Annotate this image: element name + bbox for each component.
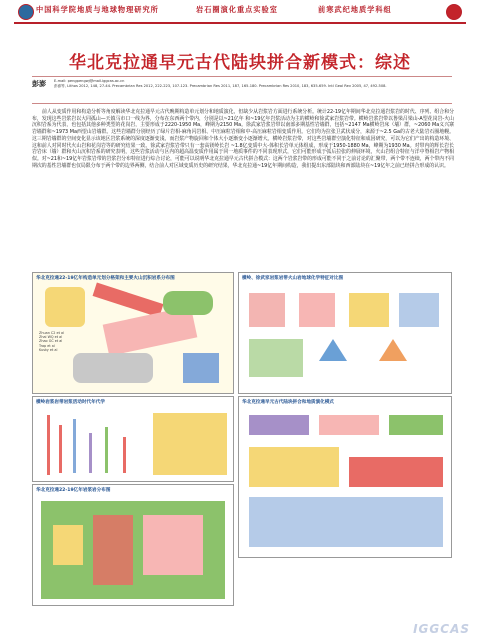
map-region bbox=[143, 515, 203, 575]
ternary-diagram bbox=[379, 339, 407, 361]
geochem-panel bbox=[238, 272, 452, 394]
plot-area bbox=[249, 293, 285, 327]
block-diagram bbox=[389, 415, 443, 435]
bottom-map-panel bbox=[32, 484, 234, 606]
legend-item: Zhai WQ et al bbox=[39, 335, 63, 340]
ternary-diagram bbox=[319, 339, 347, 361]
age-bar bbox=[89, 433, 92, 473]
map-region bbox=[93, 515, 133, 585]
org-left: 中国科学院地质与地球物理研究所 bbox=[36, 5, 159, 14]
age-bar bbox=[47, 415, 50, 475]
legend-item: Kusky et al bbox=[39, 347, 58, 352]
timeline-panel bbox=[32, 396, 234, 482]
timeline-title: 横岭岩浆岩带岩浆活动时代年代学 bbox=[36, 400, 105, 405]
poster-title: 华北克拉通早元古代陆块拼合新模式：综述 bbox=[69, 53, 411, 73]
tectonic-map-panel bbox=[32, 272, 234, 394]
model-title: 华北克拉通早元古代陆块拼合和地质演化模式 bbox=[242, 400, 334, 405]
age-bar bbox=[59, 425, 62, 473]
author-email: E-mail: pengpengwj@mail.iggcas.ac.cn bbox=[54, 79, 125, 83]
cross-section bbox=[249, 447, 339, 487]
author-references: 彭澎等, Lithos 2012, 148, 27-44. Precambrian Res 2012, 222-223, 107-123. Precambrian Res 2011, 187, 165-180. Precambrian Res 2010, 183, 635-659. Intl Geol Rev 2005, 47, 492-508. bbox=[54, 84, 387, 88]
map-belt bbox=[93, 283, 164, 318]
cross-section bbox=[349, 457, 443, 487]
legend-item: Trap et al bbox=[39, 343, 55, 348]
map-region bbox=[53, 525, 83, 565]
block-diagram bbox=[249, 415, 309, 435]
institute-logo-icon bbox=[18, 4, 34, 20]
map-legend bbox=[39, 331, 79, 352]
plot-area bbox=[249, 339, 303, 377]
plot-area bbox=[299, 293, 335, 327]
author-name: 彭澎 bbox=[32, 80, 46, 88]
geochem-title: 横岭、徐武家岩浆岩带火山岩地球化学特征对比图 bbox=[242, 276, 344, 281]
map-region bbox=[163, 291, 213, 315]
watermark: IGGCAS bbox=[413, 622, 470, 636]
age-bar bbox=[73, 419, 76, 473]
map-region bbox=[73, 353, 153, 383]
map-region bbox=[45, 287, 85, 327]
age-bar bbox=[123, 437, 126, 473]
legend-item: Zhao GC et al bbox=[39, 339, 63, 344]
plot-area bbox=[399, 293, 439, 327]
org-mid: 岩石圈演化重点实验室 bbox=[196, 5, 278, 14]
lab-logo-icon bbox=[446, 4, 462, 20]
plot-area bbox=[349, 293, 389, 327]
model-section bbox=[249, 497, 443, 547]
tectonic-map-title: 华北克拉通22-19亿年构造单元划分格架和主要火山沉积岩系分布图 bbox=[36, 276, 175, 281]
bottom-map-title: 华北克拉通22-19亿年岩浆岩分布图 bbox=[36, 488, 111, 493]
model-panel bbox=[238, 396, 452, 558]
legend-item: Zhuan C2 et al bbox=[39, 331, 65, 335]
org-right: 前寒武纪地质学科组 bbox=[318, 5, 392, 14]
author-meta bbox=[54, 79, 450, 89]
age-bar bbox=[105, 427, 108, 473]
map-region bbox=[183, 353, 219, 383]
author-block bbox=[32, 76, 452, 104]
block-diagram bbox=[319, 415, 379, 435]
abstract-text: 前人从变质作用和构造分析等角度解读华北克拉通早元古代晚期构造单元划分和地质演化，但缺少从岩浆岩方面进行系统分析。统计22-19亿年期间华北克拉通岩浆岩的时代、序列、组合和分布，发现这些岩浆岩以大同孤山—天镇马市口一线为界，分布在东西两个带内，分别是以~21亿年 和~19亿年岩浆活动为主的横岭和徐武家岩浆岩带。横岭岩浆岩带以鲁梁吕梁山-A型花岗岩-火山沉积岩系为代表，也包括其他多种类型的花岗岩，主要形成于2220-1950 Ma，峰期为2150 Ma。徐武家岩浆岩带以南部多期基性岩墙群，包括~2147 Ma横岭岩床（墙）群，~2060 Ma义兴寨岩墙群和~1973 Ma西望山岩墙群。这些岩墙群分别经历了绿片岩相-麻角闪岩相、中压麻粒岩相和中-高压麻粒岩相变质作用。它们均为拉张卫武状成分，来源于~2.5 Ga的古老大陆岩石圈地幔。这三期岩墙群的空间变化显示该地区岩浆系统的深度逐渐变浅，而岩浆产物旋回和个体大小逐渐变小逐渐增大。横岭岩浆岩带，对这些岩墙群空演化特征和成因研究，可以为它们产出的构造环境、这和前人对同时代火山岩和花岗岩等的研究结果一致。徐武家岩浆岩带只有一套高镁岭长岩 ~1.8亿变质中大-体积长岩单元体组成，形成于1950-1880 Ma，峰期为1930 Ma。对带内的辉长岩长岩岩床（墙）群和火山沉积岩系的研究表明，这些岩浆活动与区内的超高温变质作用属于同一地质事件的不同表现形式，它们可能形成于弧后拉张的伸展环境，火山岩组合特征与洋中脊相岩产物相似。对~21和~19亿年岩浆岩带的岩浆岩分布特征进行综合讨论，可能可以说明华北克拉通早元古代拼合模式：这两个岩浆岩带的形成可能不同于之前讨论的汇聚带，两个带不连续，两个带内不同期次的基性岩墙群也仅局限分布于两个带的边界两侧，结合前人对区域变质历史的研究结果，华北克拉通~19亿年期间构造，我们提出东部陆块和西部陆块在~19亿年之前已经拼合形成的认识。 bbox=[32, 109, 454, 169]
timeline-map bbox=[153, 413, 227, 475]
